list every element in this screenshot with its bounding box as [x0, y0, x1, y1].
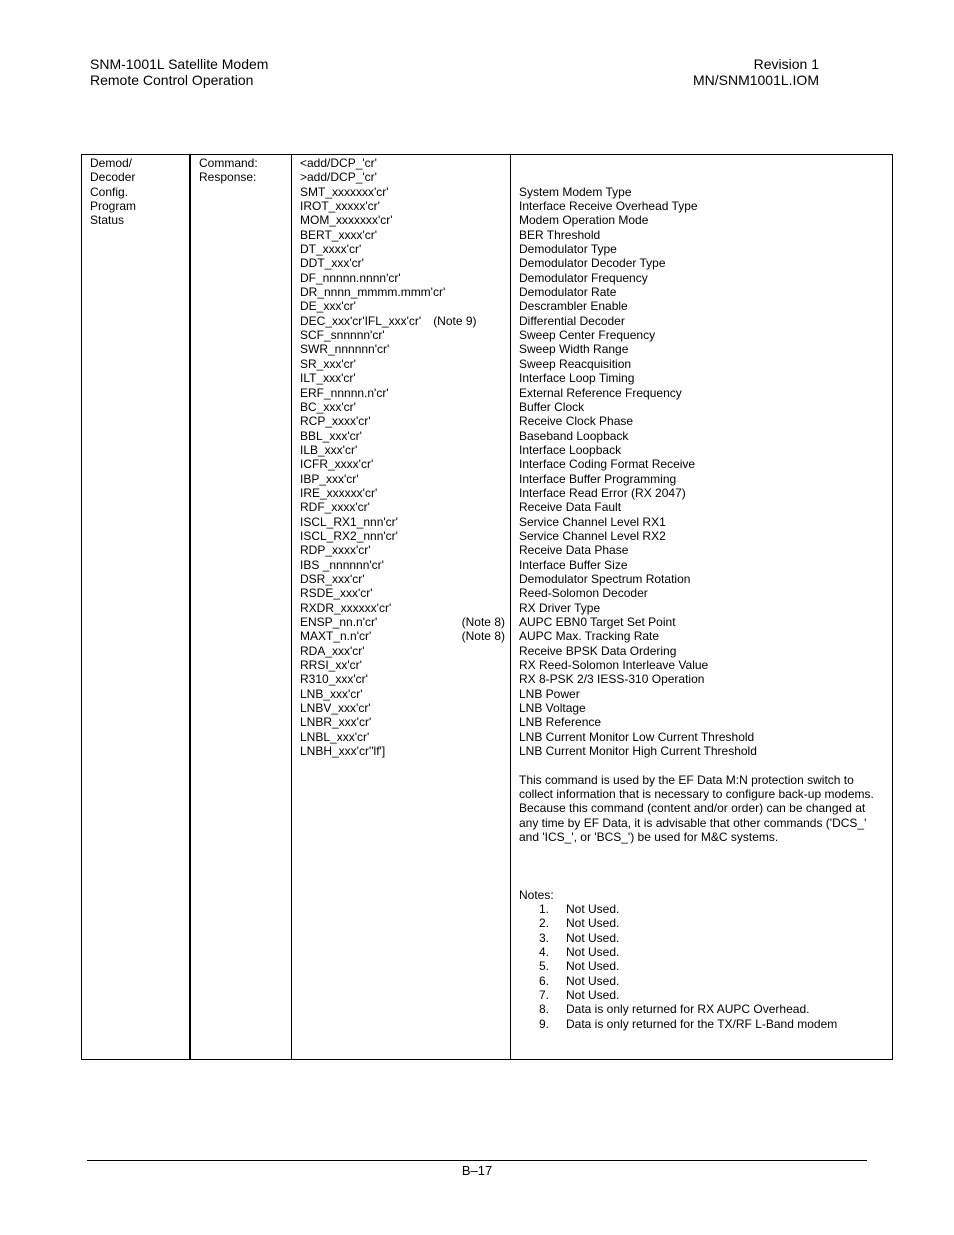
parameter-lines — [90, 156, 182, 228]
field-description: AUPC EBN0 Target Set Point — [519, 615, 676, 629]
note-item — [519, 988, 885, 1002]
page-header-left — [90, 56, 268, 88]
response-code — [300, 285, 503, 299]
response-code-text: RDF_xxxx'cr' — [300, 500, 370, 515]
response-code — [300, 414, 503, 428]
note-number: 8. — [539, 1002, 550, 1017]
response-code-text: ERF_nnnnn.n'cr' — [300, 385, 389, 400]
response-code — [300, 400, 503, 414]
field-description: Receive Data Fault — [519, 500, 622, 515]
response-code-text: ENSP_nn.n'cr' — [300, 615, 378, 629]
field-description: Sweep Reacquisition — [519, 356, 632, 371]
field-description: Interface Receive Overhead Type — [519, 199, 698, 214]
note-reference: (Note 9) — [433, 313, 477, 328]
note-number: 2. — [539, 916, 550, 931]
response-code — [300, 658, 503, 672]
response-code-text: RDP_xxxx'cr' — [300, 543, 371, 558]
note-number: 1. — [539, 901, 550, 916]
syntax-cell — [292, 155, 511, 1060]
field-description: System Modem Type — [519, 184, 632, 199]
field-description: Receive Data Phase — [519, 543, 629, 558]
response-code-text: MAXT_n.n'cr' — [300, 629, 372, 644]
response-code-text: LNBR_xxx'cr' — [300, 715, 372, 730]
response-code — [300, 328, 503, 342]
response-code-text: MOM_xxxxxxx'cr' — [300, 213, 393, 228]
response-code-text: SWR_nnnnnn'cr' — [300, 342, 390, 357]
field-description: Demodulator Rate — [519, 285, 617, 300]
response-code-text: LNB_xxx'cr' — [300, 686, 363, 701]
note-text: Not Used. — [566, 944, 620, 959]
note-reference: (Note 8) — [461, 629, 505, 644]
response-code-text: DR_nnnn_mmmm.mmm'cr' — [300, 285, 446, 300]
field-description: External Reference Frequency — [519, 385, 682, 400]
response-code-list — [300, 185, 503, 759]
note-item — [519, 902, 885, 916]
response-code-text: ILB_xxx'cr' — [300, 442, 358, 457]
response-code-text: DT_xxxx'cr' — [300, 242, 362, 257]
response-code — [300, 256, 503, 270]
page-header-right — [693, 56, 819, 88]
response-code — [300, 543, 503, 557]
field-description: AUPC Max. Tracking Rate — [519, 629, 660, 644]
response-code-text: RDA_xxx'cr' — [300, 643, 365, 658]
response-code — [300, 199, 503, 213]
footer-divider — [87, 1160, 867, 1161]
response-code — [300, 687, 503, 701]
response-code-text: DDT_xxx'cr' — [300, 256, 364, 271]
field-description: Interface Buffer Programming — [519, 471, 677, 486]
response-code — [300, 572, 503, 586]
field-description: RX 8-PSK 2/3 IESS-310 Operation — [519, 672, 705, 687]
note-text: Not Used. — [566, 987, 620, 1002]
doc-id: MN/SNM1001L.IOM — [692, 72, 819, 88]
field-description: Demodulator Decoder Type — [519, 256, 666, 271]
response-code — [300, 357, 503, 371]
note-text: Not Used. — [566, 959, 620, 974]
response-code-text: IBP_xxx'cr' — [300, 471, 359, 486]
note-item — [519, 1017, 885, 1031]
command-label: Command: — [199, 156, 258, 170]
response-code — [300, 529, 503, 543]
response-code-text: RXDR_xxxxxx'cr' — [300, 600, 392, 615]
field-description: Service Channel Level RX1 — [519, 514, 666, 529]
response-code — [300, 314, 503, 328]
note-number: 9. — [539, 1016, 550, 1031]
field-description: LNB Voltage — [519, 701, 586, 716]
response-code-text: RCP_xxxx'cr' — [300, 414, 371, 429]
response-code — [300, 615, 503, 629]
field-description: Demodulator Type — [519, 242, 617, 257]
description-cell — [511, 155, 893, 1060]
response-code-text: SMT_xxxxxxx'cr' — [300, 184, 389, 199]
response-code-text: BC_xxx'cr' — [300, 399, 356, 414]
response-code-text: SCF_snnnnn'cr' — [300, 328, 385, 343]
field-description: LNB Power — [519, 686, 580, 701]
response-code — [300, 486, 503, 500]
response-code — [300, 744, 503, 758]
response-syntax: >add/DCP_'cr' — [300, 170, 377, 185]
note-item — [519, 931, 885, 945]
note-text: Not Used. — [566, 973, 620, 988]
field-description: Descrambler Enable — [519, 299, 628, 314]
response-code — [300, 213, 503, 227]
response-code — [300, 515, 503, 529]
note-text: Not Used. — [566, 930, 620, 945]
response-code-text: BERT_xxxx'cr' — [300, 227, 378, 242]
response-code-text: IRE_xxxxxx'cr' — [300, 485, 378, 500]
page-number: B–17 — [461, 1163, 493, 1178]
response-code — [300, 342, 503, 356]
response-code — [300, 472, 503, 486]
response-code — [300, 228, 503, 242]
note-number: 6. — [539, 973, 550, 988]
response-code — [300, 701, 503, 715]
response-code — [300, 644, 503, 658]
response-code — [300, 672, 503, 686]
response-code — [300, 271, 503, 285]
doc-title: SNM-1001L Satellite Modem — [90, 56, 269, 72]
response-code-text: RSDE_xxx'cr' — [300, 586, 373, 601]
field-description: Interface Coding Format Receive — [519, 457, 696, 472]
field-description: Receive Clock Phase — [519, 414, 634, 429]
parameter-line: Decoder — [90, 170, 136, 185]
response-code-text: SR_xxx'cr' — [300, 356, 356, 371]
doc-section: Remote Control Operation — [90, 72, 254, 88]
response-code-text: IBS _nnnnnn'cr' — [300, 557, 384, 572]
field-description: RX Reed-Solomon Interleave Value — [519, 658, 709, 673]
response-code — [300, 299, 503, 313]
field-description: RX Driver Type — [519, 600, 601, 615]
parameter-cell — [82, 155, 191, 1060]
parameter-line: Status — [90, 213, 125, 228]
note-reference: (Note 8) — [461, 615, 505, 629]
response-code-text: ISCL_RX1_nnn'cr' — [300, 514, 398, 529]
parameter-line: Program — [90, 199, 137, 214]
note-text: Not Used. — [566, 916, 620, 931]
note-text: Data is only returned for RX AUPC Overhead. — [566, 1002, 810, 1017]
response-code — [300, 715, 503, 729]
parameter-line: Demod/ — [90, 156, 133, 170]
notes-title: Notes: — [519, 887, 554, 902]
response-code-text: IROT_xxxxx'cr' — [300, 199, 380, 214]
field-description: LNB Reference — [519, 715, 602, 730]
response-code-text: BBL_xxx'cr' — [300, 428, 362, 443]
response-code-text: LNBV_xxx'cr' — [300, 701, 371, 716]
label-cell — [190, 155, 292, 1060]
field-description: Receive BPSK Data Ordering — [519, 643, 677, 658]
field-description: Reed-Solomon Decoder — [519, 586, 648, 601]
response-code-text: R310_xxx'cr' — [300, 672, 368, 687]
response-code — [300, 500, 503, 514]
response-code-text: DE_xxx'cr' — [300, 299, 356, 314]
response-code — [300, 586, 503, 600]
notes-list — [519, 902, 885, 1031]
field-description: Service Channel Level RX2 — [519, 528, 666, 543]
field-description: Sweep Center Frequency — [519, 328, 656, 343]
response-code — [300, 629, 503, 643]
doc-revision: Revision 1 — [753, 56, 819, 72]
note-number: 4. — [539, 944, 550, 959]
note-text: Not Used. — [566, 901, 620, 916]
note-text: Data is only returned for the TX/RF L-Band modem — [566, 1016, 838, 1031]
response-code — [300, 457, 503, 471]
field-description: Sweep Width Range — [519, 342, 629, 357]
table-row — [82, 155, 893, 1060]
response-code-text: DEC_xxx'cr'IFL_xxx'cr' — [300, 313, 422, 328]
note-item — [519, 945, 885, 959]
field-description: Buffer Clock — [519, 399, 585, 414]
note-item — [519, 974, 885, 988]
command-table — [81, 154, 893, 1060]
response-code-text: RRSI_xx'cr' — [300, 658, 362, 673]
field-description: BER Threshold — [519, 227, 601, 242]
response-code — [300, 443, 503, 457]
response-code — [300, 242, 503, 256]
field-description: LNB Current Monitor Low Current Threshold — [519, 729, 755, 744]
field-description: Interface Buffer Size — [519, 557, 628, 572]
field-description: Modem Operation Mode — [519, 213, 649, 228]
response-label: Response: — [199, 170, 257, 185]
description-list — [519, 185, 885, 759]
response-code-text: ISCL_RX2_nnn'cr' — [300, 528, 398, 543]
response-code-text: ICFR_xxxx'cr' — [300, 457, 374, 472]
note-item — [519, 1002, 885, 1016]
response-code-text: LNBH_xxx'cr''lf'] — [300, 744, 386, 759]
field-description: Interface Loop Timing — [519, 371, 635, 386]
field-description: Demodulator Frequency — [519, 270, 648, 285]
note-item — [519, 959, 885, 973]
response-code-text: DF_nnnnn.nnnn'cr' — [300, 270, 401, 285]
field-description: Differential Decoder — [519, 313, 625, 328]
description-paragraph: This command is used by the EF Data M:N protection switch to collect information that is necessary to configure back-up modems. Because this command (content and/or order) can be changed at any time by EF Data, it is advisable that other commands ('DCS_' and 'ICS_', or 'BCS_') be used for M&C systems. — [519, 772, 874, 845]
field-description: Baseband Loopback — [519, 428, 629, 443]
note-item — [519, 916, 885, 930]
field-description: Demodulator Spectrum Rotation — [519, 571, 691, 586]
field-description: Interface Loopback — [519, 442, 622, 457]
response-code — [300, 730, 503, 744]
parameter-line: Config. — [90, 184, 129, 199]
response-code — [300, 558, 503, 572]
response-code-text: ILT_xxx'cr' — [300, 371, 356, 386]
note-number: 7. — [539, 987, 550, 1002]
note-number: 3. — [539, 930, 550, 945]
response-code-text: LNBL_xxx'cr' — [300, 729, 370, 744]
response-code — [300, 429, 503, 443]
command-syntax: <add/DCP_'cr' — [300, 156, 377, 170]
field-description: LNB Current Monitor High Current Threshold — [519, 744, 757, 759]
note-number: 5. — [539, 959, 550, 974]
response-code — [300, 371, 503, 385]
response-code — [300, 386, 503, 400]
field-description: Interface Read Error (RX 2047) — [519, 485, 686, 500]
response-code — [300, 601, 503, 615]
response-code-text: DSR_xxx'cr' — [300, 571, 365, 586]
response-code — [300, 185, 503, 199]
